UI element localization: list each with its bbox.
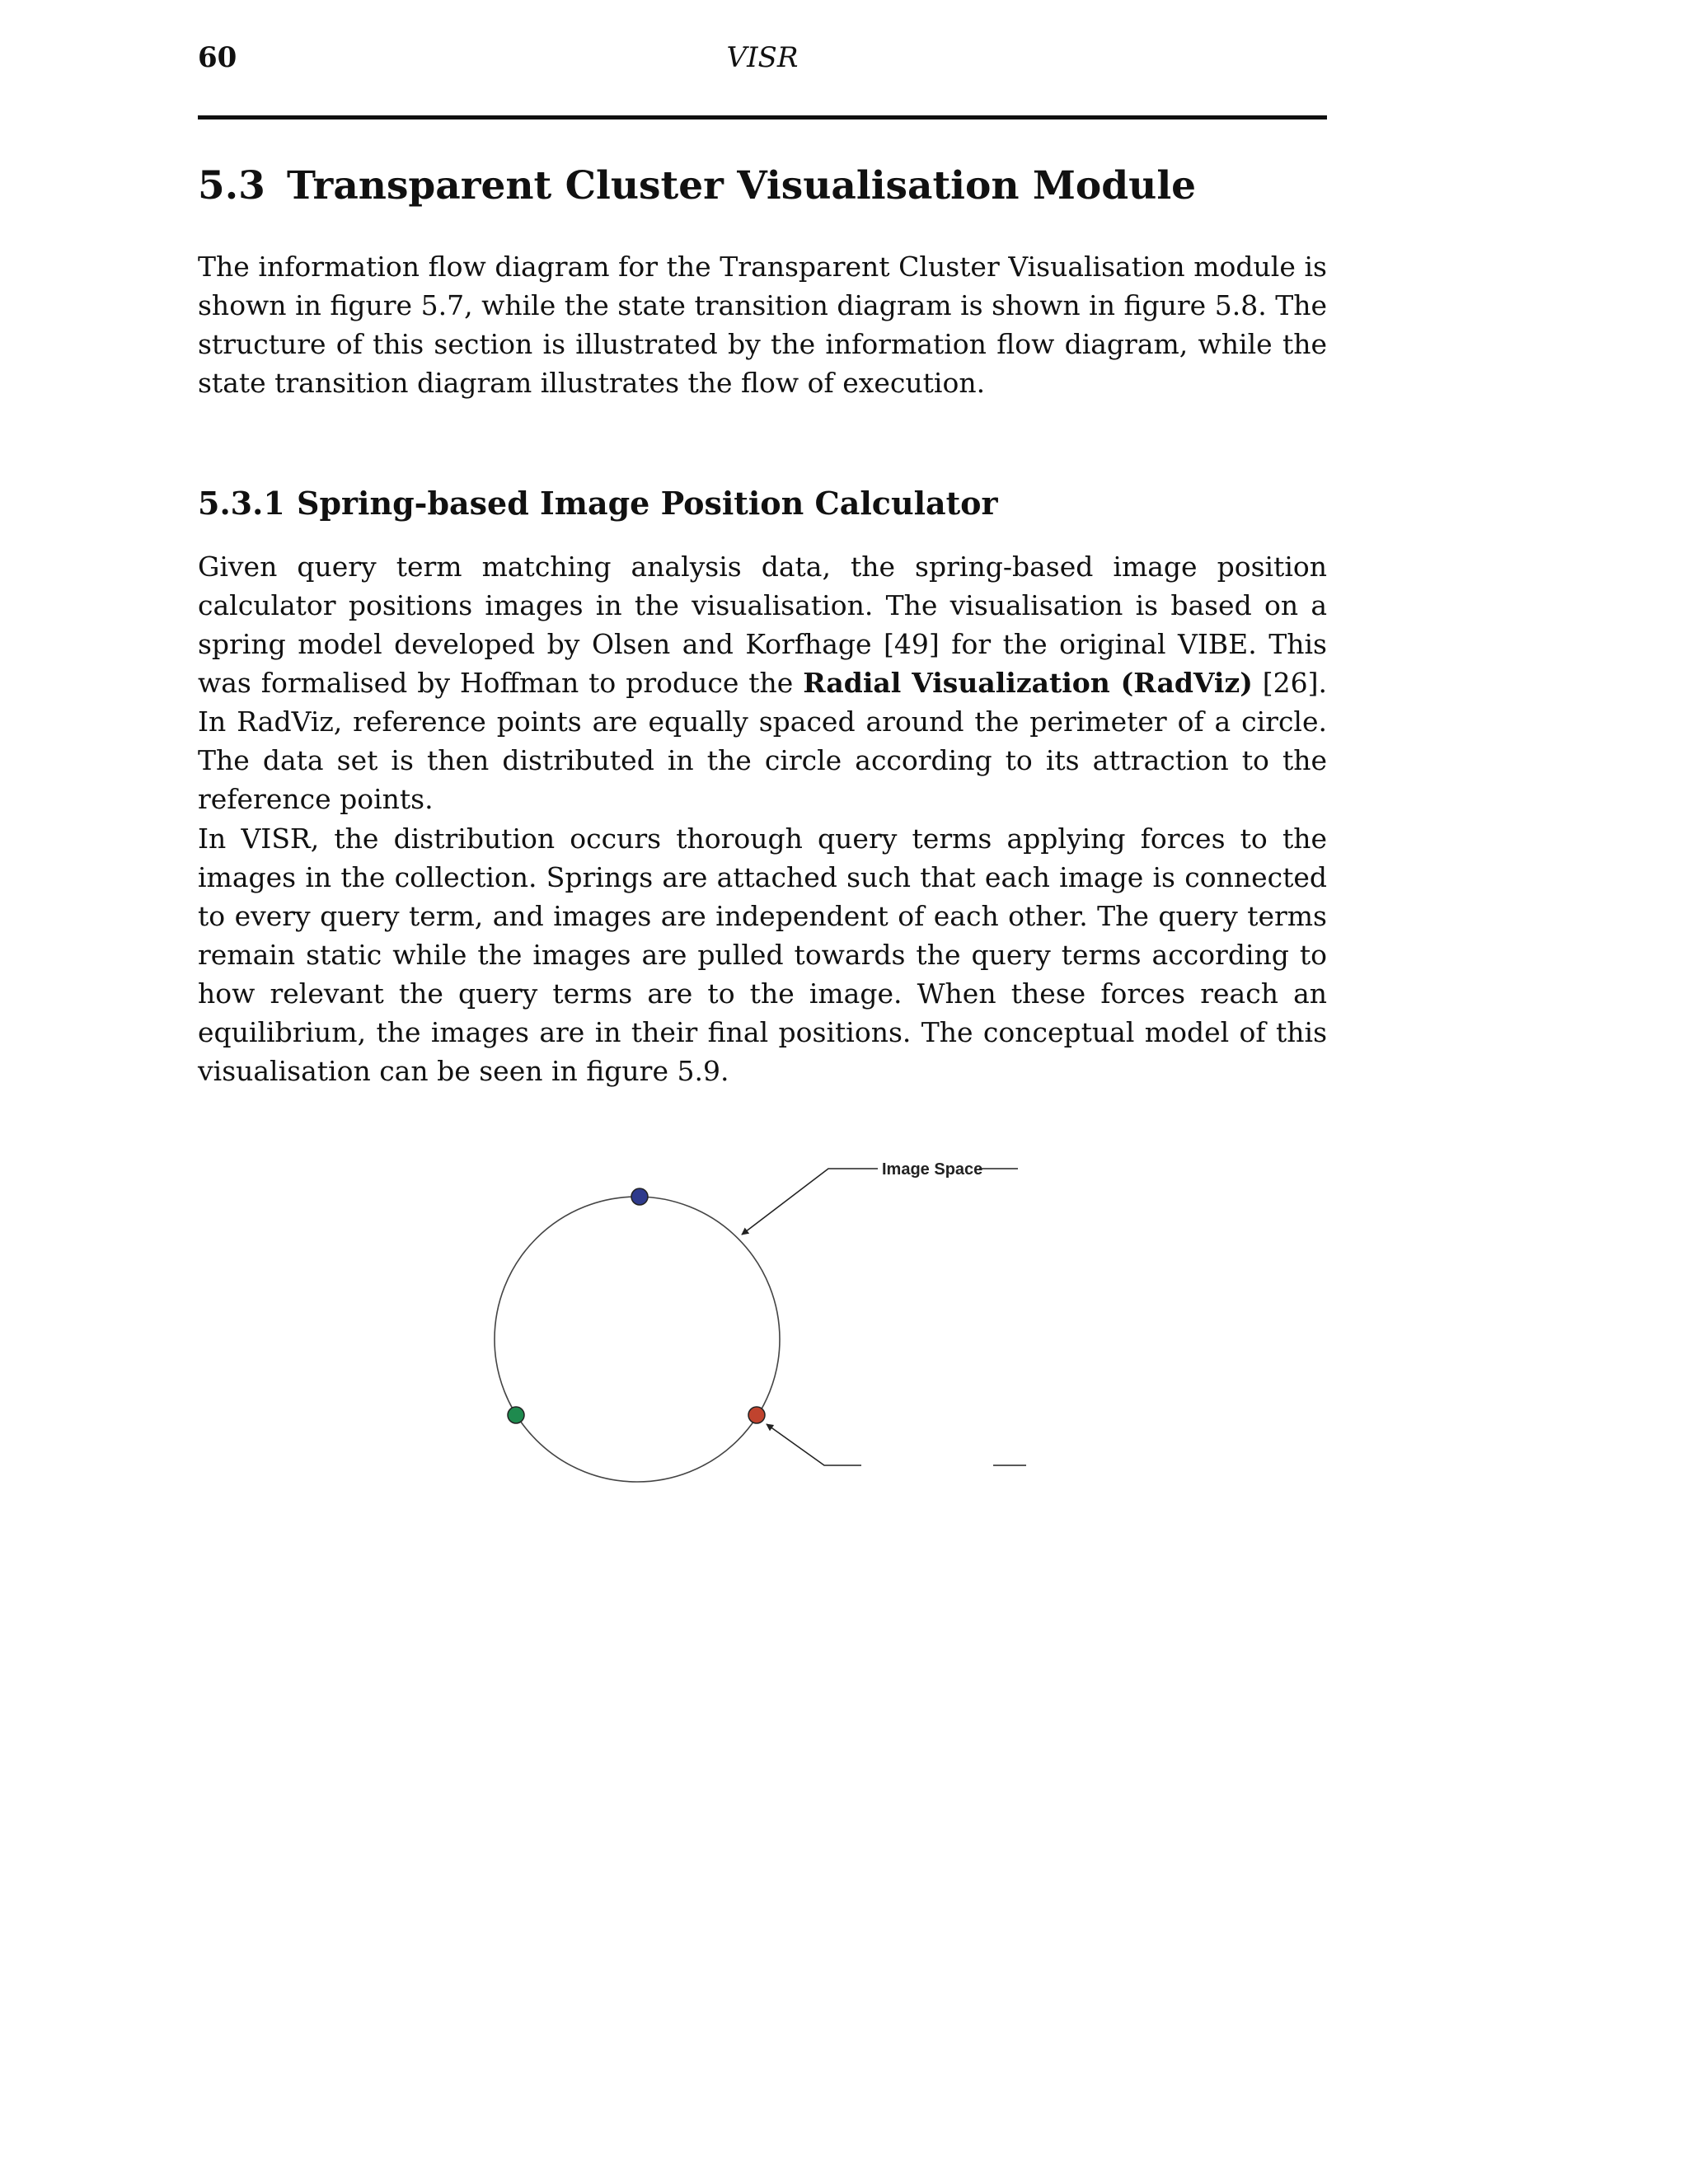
paragraph-radviz [198,547,1327,818]
image-space-circle [495,1197,780,1482]
document-page [198,0,1327,2184]
radviz-term: Radial Visualization (RadViz) [803,667,1253,699]
image-space-leader-line [742,1169,878,1235]
reference-point-top [631,1188,648,1205]
header-rule [198,115,1327,120]
reference-point-leader-line [767,1424,861,1465]
paragraph-radviz-text-1: Given query term matching analysis data, the spring-based image position calculator positions images in the visualisation. The visualisation is based on a spring model developed by Olsen and Korfhage [49] for the original VIBE. This was formalised by Hoffman to produce the [198,551,1327,699]
section-number: 5.3 [198,163,265,209]
intro-paragraph: The information flow diagram for the Transparent Cluster Visualisation module is shown in figure 5.7, while the state transition diagram is shown in figure 5.8. The structure of this section is illustrated by the information flow diagram, while the state transition diagram illustrates the flow of execution. [198,251,1327,399]
reference-point-right [748,1407,765,1423]
subsection-title: Spring-based Image Position Calculator [297,485,998,522]
section-heading [198,163,1196,209]
reference-point-left [508,1407,524,1423]
running-head [198,41,1327,82]
running-title: VISR [726,41,799,74]
paragraph-visr: In VISR, the distribution occurs thorough query terms applying forces to the images in the collection. Springs are attached such that each image is connected to every query term, and images are independent of each other. The query terms remain static while the images are pulled towards the query terms according to how relevant the query terms are to the image. When these forces reach an equilibrium, the images are in their final positions. The conceptual model of this visualisation can be seen in figure 5.9. [198,823,1327,1087]
subsection-heading [198,485,998,522]
subsection-number: 5.3.1 [198,485,285,522]
paragraph-radviz-text-2: [26]. In RadViz, reference points are equally spaced around the perimeter of a circle. The data set is then distributed in the circle according to its attraction to the reference points. [198,667,1327,815]
section-title: Transparent Cluster Visualisation Module [287,163,1197,209]
spring-model-figure [198,1137,1327,1500]
page-number: 60 [198,41,237,74]
image-space-label: Image Space [882,1160,983,1179]
